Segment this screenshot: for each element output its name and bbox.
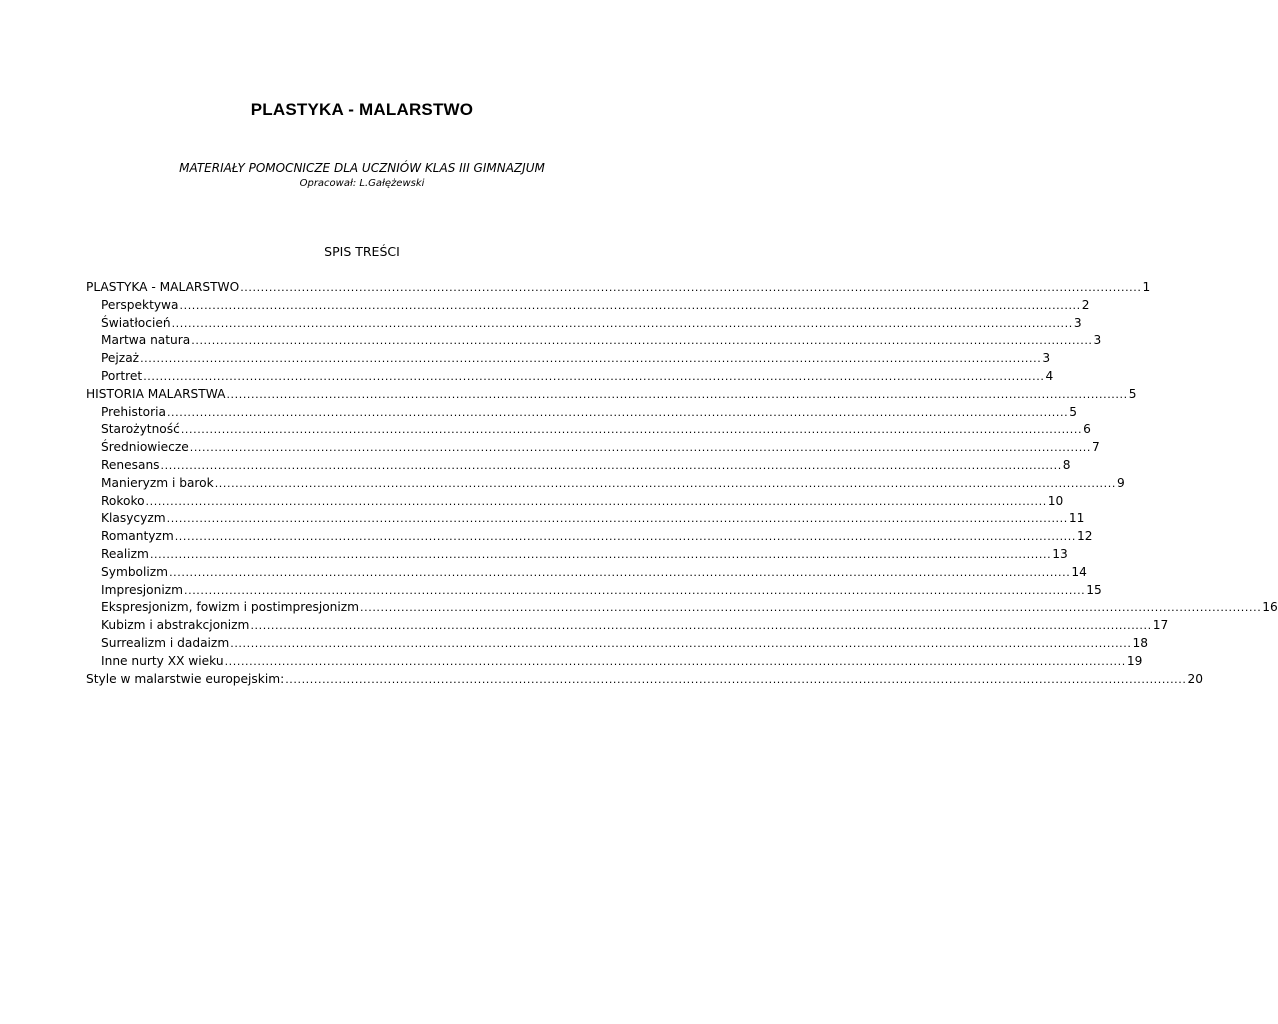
toc-dot-leader: ............................................................................................................................................................................................................................ <box>224 654 1126 668</box>
toc-entry-page-number: 16 <box>1262 600 1278 615</box>
toc-entry[interactable] <box>86 315 1082 333</box>
toc-dot-leader: ............................................................................................................................................................................................................................ <box>169 565 1071 579</box>
toc-entry-label: Prehistoria <box>101 404 166 419</box>
toc-entry-page-number: 1 <box>1142 280 1151 294</box>
toc-entry-label: Romantyzm <box>101 529 174 544</box>
document-title: PLASTYKA - MALARSTWO <box>250 100 474 119</box>
toc-entry[interactable] <box>86 368 1054 386</box>
toc-entry[interactable] <box>86 297 1090 315</box>
toc-entry[interactable] <box>86 653 1143 671</box>
toc-entry-page-number: 3 <box>1073 315 1082 330</box>
toc-entry[interactable] <box>86 528 1093 546</box>
toc-dot-leader: ............................................................................................................................................................................................................................ <box>166 512 1068 526</box>
toc-dot-leader: ............................................................................................................................................................................................................................ <box>166 405 1069 419</box>
toc-entry-label: Manieryzm i barok <box>101 475 214 490</box>
toc-entry-label: HISTORIA MALARSTWA <box>86 386 226 401</box>
toc-entry-label: Surrealizm i dadaizm <box>101 635 230 650</box>
toc-entry-page-number: 10 <box>1047 493 1064 508</box>
toc-dot-leader: ............................................................................................................................................................................................................................ <box>160 458 1062 472</box>
toc-entry-label: Realizm <box>101 546 149 561</box>
toc-entry-label: Symbolizm <box>101 564 169 579</box>
toc-entry[interactable] <box>86 439 1100 457</box>
toc-entry-page-number: 15 <box>1086 582 1102 597</box>
toc-dot-leader: ............................................................................................................................................................................................................................ <box>189 441 1091 455</box>
toc-entry-label: Portret <box>101 368 143 383</box>
toc-dot-leader: ............................................................................................................................................................................................................................ <box>250 619 1152 633</box>
toc-entry-page-number: 6 <box>1083 422 1091 437</box>
toc-heading: SPIS TREŚCI <box>324 244 400 259</box>
toc-entry-page-number: 18 <box>1132 635 1148 650</box>
toc-entry[interactable] <box>86 386 1137 404</box>
toc-entry-page-number: 20 <box>1187 671 1203 686</box>
toc-entry[interactable] <box>86 457 1071 475</box>
toc-entry-label: Rokoko <box>101 493 145 508</box>
toc-entry-label: Renesans <box>101 457 160 472</box>
toc-entry[interactable] <box>86 404 1077 422</box>
toc-entry-page-number: 5 <box>1069 404 1077 419</box>
toc-entry-page-number: 19 <box>1126 653 1143 668</box>
toc-dot-leader: ............................................................................................................................................................................................................................ <box>140 352 1042 366</box>
toc-entry-label: Martwa natura <box>101 333 191 348</box>
toc-dot-leader: ............................................................................................................................................................................................................................ <box>174 530 1076 544</box>
toc-entry[interactable] <box>86 635 1148 653</box>
document-author: Opracował: L.Gałężewski <box>299 178 425 189</box>
toc-entry[interactable] <box>86 671 1203 689</box>
document-subtitle: MATERIAŁY POMOCNICZE DLA UCZNIÓW KLAS III GIMNAZJUM <box>179 161 545 175</box>
toc-dot-leader: ............................................................................................................................................................................................................................ <box>143 369 1045 383</box>
toc-dot-leader: ............................................................................................................................................................................................................................ <box>214 476 1116 490</box>
toc-entry-label: Kubizm i abstrakcjonizm <box>101 618 250 633</box>
toc-entry-page-number: 17 <box>1152 618 1169 633</box>
toc-entry-page-number: 11 <box>1068 511 1085 526</box>
toc-entry-label: Światłocień <box>101 315 171 330</box>
toc-entry-label: Ekspresjonizm, fowizm i postimpresjonizm <box>101 600 360 615</box>
toc-entry[interactable] <box>86 493 1064 511</box>
toc-dot-leader: ............................................................................................................................................................................................................................ <box>171 316 1073 330</box>
toc-dot-leader: ............................................................................................................................................................................................................................ <box>230 636 1132 650</box>
toc-entry-page-number: 3 <box>1093 333 1102 348</box>
toc-entry[interactable] <box>86 279 1151 297</box>
toc-entry-label: Impresjonizm <box>101 582 184 597</box>
toc-entry-page-number: 14 <box>1071 564 1087 579</box>
toc-entry-page-number: 13 <box>1052 546 1068 561</box>
toc-dot-leader: ............................................................................................................................................................................................................................ <box>180 423 1083 437</box>
toc-entry[interactable] <box>86 510 1085 528</box>
toc-dot-leader: ............................................................................................................................................................................................................................ <box>240 281 1142 294</box>
toc-entry-label: Pejzaż <box>101 351 140 366</box>
toc-entry[interactable] <box>86 475 1125 493</box>
toc-dot-leader: ............................................................................................................................................................................................................................ <box>145 494 1047 508</box>
toc-dot-leader: ............................................................................................................................................................................................................................ <box>285 672 1187 686</box>
toc-entry-page-number: 5 <box>1128 386 1137 401</box>
toc-entry-label: Klasycyzm <box>101 511 166 526</box>
toc-entry[interactable] <box>86 421 1091 439</box>
toc-entry[interactable] <box>86 332 1102 350</box>
toc-entry[interactable] <box>86 582 1102 600</box>
toc-entry-page-number: 8 <box>1062 457 1071 472</box>
toc-entry[interactable] <box>86 564 1087 582</box>
toc-entry-page-number: 9 <box>1116 475 1125 490</box>
toc-entry[interactable] <box>86 599 1278 617</box>
toc-entry-page-number: 12 <box>1076 529 1093 544</box>
toc-entry[interactable] <box>86 617 1169 635</box>
toc-dot-leader: ............................................................................................................................................................................................................................ <box>360 601 1262 615</box>
toc-entry-page-number: 3 <box>1042 351 1051 366</box>
toc-entry[interactable] <box>86 350 1051 368</box>
toc-entry-label: Perspektywa <box>101 297 179 312</box>
toc-dot-leader: ............................................................................................................................................................................................................................ <box>184 583 1086 597</box>
toc-entry-label: Style w malarstwie europejskim: <box>86 671 285 686</box>
toc-dot-leader: ............................................................................................................................................................................................................................ <box>191 334 1093 348</box>
toc-dot-leader: ............................................................................................................................................................................................................................ <box>179 298 1081 312</box>
toc-entry-page-number: 4 <box>1045 368 1054 383</box>
toc-entry-label: Inne nurty XX wieku <box>101 653 224 668</box>
table-of-contents <box>86 279 1278 688</box>
toc-entry-page-number: 2 <box>1081 297 1090 312</box>
toc-entry-page-number: 7 <box>1091 440 1100 455</box>
toc-entry-label: Starożytność <box>101 422 180 437</box>
toc-dot-leader: ............................................................................................................................................................................................................................ <box>149 547 1052 561</box>
toc-dot-leader: ............................................................................................................................................................................................................................ <box>226 387 1128 401</box>
toc-entry-label: Średniowiecze <box>101 440 189 455</box>
toc-entry[interactable] <box>86 546 1068 564</box>
toc-entry-label: PLASTYKA - MALARSTWO <box>86 280 240 294</box>
